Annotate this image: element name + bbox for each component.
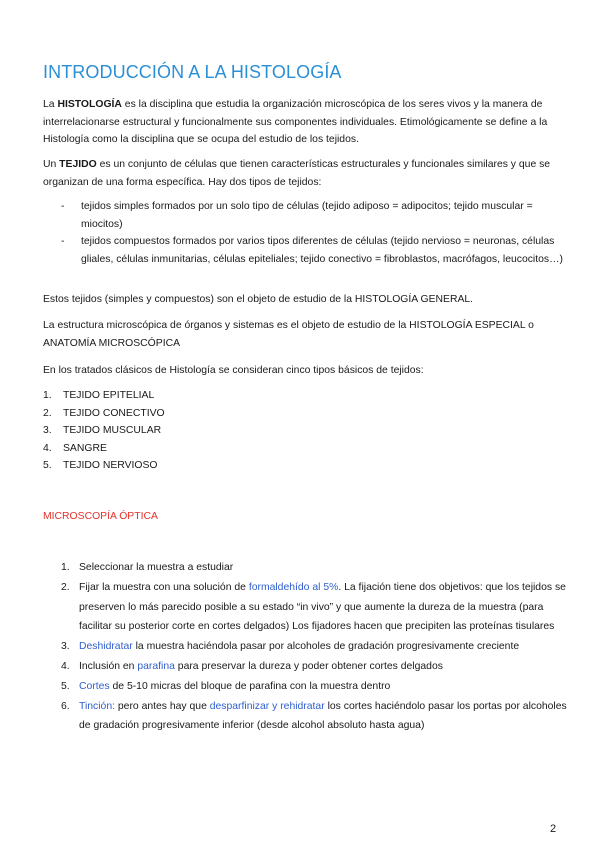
list-item bbox=[43, 677, 568, 697]
list-item bbox=[43, 233, 563, 268]
list-item bbox=[43, 440, 568, 458]
highlight-term: Tinción: bbox=[79, 700, 115, 712]
list-item bbox=[43, 637, 568, 657]
step-text: Seleccionar la muestra a estudiar bbox=[79, 562, 234, 573]
item-number: 1. bbox=[43, 390, 52, 401]
highlight-term: Deshidratar bbox=[79, 641, 133, 653]
item-number: 4. bbox=[43, 442, 52, 454]
highlight-term: Cortes bbox=[79, 680, 110, 692]
item-number: 5. bbox=[43, 460, 52, 472]
item-number: 3. bbox=[61, 641, 70, 653]
paragraph-histologia-especial: La estructura microscópica de órganos y sistemas es el objeto de estudio de la HISTOLOGÍA ESPECIAL o ANATOMÍA MICROSCÓPICA bbox=[43, 320, 534, 349]
item-number: 4. bbox=[61, 660, 70, 672]
list-item-text: TEJIDO MUSCULAR bbox=[63, 425, 162, 437]
step-text: de 5-10 micras del bloque de parafina con la muestra dentro bbox=[109, 680, 391, 692]
list-item-text: tejidos compuestos formados por varios tipos diferentes de células (tejido nervioso = neuronas, células gliales, células inmunitarias, células epiteliales; tejido conectivo = fibroblastos, macrófagos, leucocitos…) bbox=[81, 236, 563, 265]
list-item-text: TEJIDO CONECTIVO bbox=[63, 407, 165, 419]
step-text: los cortes haciéndolo pasar los portas por alcoholes de gradación progresivamente inferior (desde alcohol absoluto hasta agua) bbox=[79, 700, 567, 732]
list-item bbox=[43, 657, 568, 677]
tissue-types-list bbox=[43, 198, 563, 268]
para1-post: es la disciplina que estudia la organización microscópica de los seres vivos y la manera de interrelacionarse estructural y funcionalmente sus componentes individuales. Etimológicamente se define a la Histología como la disciplina que se ocupa del estudio de los tejidos. bbox=[43, 99, 548, 145]
bullet-dash: - bbox=[61, 201, 65, 212]
item-number: 5. bbox=[61, 680, 70, 692]
item-number: 6. bbox=[61, 700, 70, 712]
term-histologia: HISTOLOGÍA bbox=[57, 99, 122, 110]
para2-post: es un conjunto de células que tienen características estructurales y funcionales similares y que se organizan de una forma específica. Hay dos tipos de tejidos: bbox=[43, 159, 551, 188]
basic-tissues-list bbox=[43, 387, 568, 475]
list-item bbox=[43, 405, 568, 423]
item-number: 2. bbox=[43, 407, 52, 419]
list-item bbox=[43, 578, 568, 637]
page-number: 2 bbox=[550, 823, 557, 835]
list-item-text: TEJIDO EPITELIAL bbox=[63, 390, 155, 401]
step-text: para preservar la dureza y poder obtener cortes delgados bbox=[174, 660, 443, 672]
intro-paragraph-histologia bbox=[43, 96, 563, 149]
highlight-term: formaldehído al 5% bbox=[248, 581, 339, 593]
list-item-text: TEJIDO NERVIOSO bbox=[63, 460, 158, 472]
step-text: pero antes hay que bbox=[115, 700, 210, 712]
highlight-term: parafina bbox=[137, 660, 175, 672]
item-number: 2. bbox=[61, 581, 70, 593]
term-tejido: TEJIDO bbox=[59, 159, 97, 170]
intro-paragraph-tejido bbox=[43, 156, 563, 191]
paragraph-cinco-tipos: En los tratados clásicos de Histología se consideran cinco tipos básicos de tejidos: bbox=[43, 365, 424, 376]
paragraph-histologia-general: Estos tejidos (simples y compuestos) son el objeto de estudio de la HISTOLOGÍA GENERAL. bbox=[43, 294, 474, 305]
list-item bbox=[43, 697, 568, 737]
list-item bbox=[43, 422, 568, 440]
step-text: la muestra haciéndola pasar por alcoholes de gradación progresivamente creciente bbox=[132, 641, 520, 653]
steps-list bbox=[43, 558, 568, 736]
list-item-text: tejidos simples formados por un solo tipo de células (tejido adiposo = adipocitos; tejido muscular = miocitos) bbox=[81, 201, 533, 230]
section-title-microscopia: MICROSCOPÍA ÓPTICA bbox=[43, 511, 158, 522]
list-item bbox=[43, 457, 568, 475]
list-item-text: SANGRE bbox=[63, 442, 107, 454]
bullet-dash: - bbox=[61, 236, 65, 247]
list-item bbox=[43, 387, 568, 405]
list-item bbox=[43, 198, 563, 233]
step-text: Fijar la muestra con una solución de bbox=[79, 581, 249, 593]
para2-pre: Un bbox=[43, 159, 60, 170]
step-text: Inclusión en bbox=[79, 660, 138, 672]
item-number: 1. bbox=[61, 562, 70, 573]
page-title: INTRODUCCIÓN A LA HISTOLOGÍA bbox=[43, 62, 342, 82]
step-text: . La fijación tiene dos objetivos: que los tejidos se preserven lo más parecido posible a su estado “in vivo” y que aumente la dureza de la muestra (para facilitar su posterior corte en cortes delgados) Los fijadores hacen que precipiten las proteínas tisulares bbox=[79, 581, 566, 633]
para1-pre: La bbox=[43, 99, 58, 110]
highlight-term: desparfinizar y rehidratar bbox=[209, 700, 325, 712]
list-item bbox=[43, 558, 568, 578]
item-number: 3. bbox=[43, 425, 52, 437]
